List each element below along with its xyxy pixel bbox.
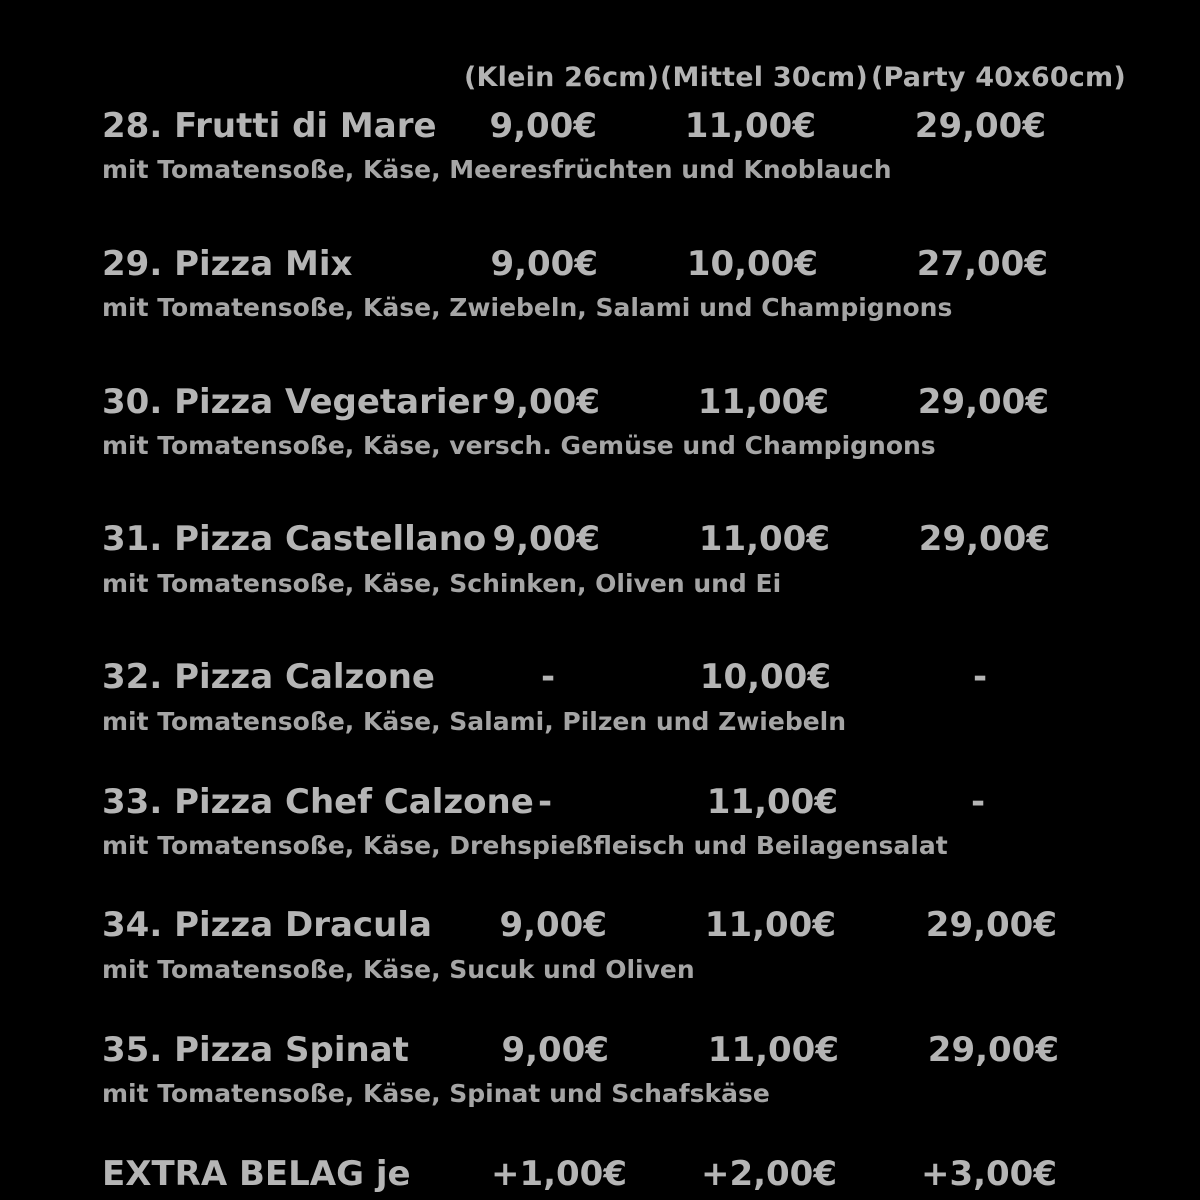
item-name: 33. Pizza Chef Calzone (102, 782, 534, 822)
item-name: 28. Frutti di Mare (102, 106, 437, 146)
price-klein: 9,00€ (501, 1030, 609, 1070)
item-name: 34. Pizza Dracula (102, 905, 432, 945)
price-mittel: 10,00€ (699, 657, 831, 697)
item-description: mit Tomatensoße, Käse, Sucuk und Oliven (102, 955, 695, 984)
price-party: 29,00€ (917, 382, 1049, 422)
price-klein: 9,00€ (489, 106, 597, 146)
extra-price-mittel: +2,00€ (700, 1154, 837, 1194)
price-party: 29,00€ (914, 106, 1046, 146)
price-mittel: 11,00€ (706, 782, 838, 822)
price-party: - (970, 782, 986, 822)
price-party: 29,00€ (918, 519, 1050, 559)
size-header-klein: (Klein 26cm) (464, 62, 660, 93)
extra-price-klein: +1,00€ (490, 1154, 627, 1194)
extra-topping-label: EXTRA BELAG je (102, 1154, 411, 1194)
price-klein: 9,00€ (492, 519, 600, 559)
item-name: 31. Pizza Castellano (102, 519, 487, 559)
price-klein: 9,00€ (490, 244, 598, 284)
price-mittel: 10,00€ (686, 244, 818, 284)
item-description: mit Tomatensoße, Käse, Drehspießfleisch und Beilagensalat (102, 831, 948, 860)
price-klein: 9,00€ (492, 382, 600, 422)
price-klein: 9,00€ (499, 905, 607, 945)
item-description: mit Tomatensoße, Käse, Zwiebeln, Salami und Champignons (102, 293, 953, 322)
item-name: 32. Pizza Calzone (102, 657, 435, 697)
price-party: 29,00€ (927, 1030, 1059, 1070)
price-party: 27,00€ (916, 244, 1048, 284)
item-description: mit Tomatensoße, Käse, versch. Gemüse und Champignons (102, 431, 936, 460)
price-mittel: 11,00€ (707, 1030, 839, 1070)
size-header-mittel: (Mittel 30cm) (660, 62, 868, 93)
item-description: mit Tomatensoße, Käse, Spinat und Schafskäse (102, 1079, 770, 1108)
extra-price-party: +3,00€ (920, 1154, 1057, 1194)
price-mittel: 11,00€ (704, 905, 836, 945)
item-description: mit Tomatensoße, Käse, Salami, Pilzen und Zwiebeln (102, 707, 847, 736)
item-description: mit Tomatensoße, Käse, Schinken, Oliven und Ei (102, 569, 782, 598)
item-name: 35. Pizza Spinat (102, 1030, 409, 1070)
item-name: 30. Pizza Vegetarier (102, 382, 488, 422)
price-klein: - (537, 782, 553, 822)
price-party: 29,00€ (925, 905, 1057, 945)
item-name: 29. Pizza Mix (102, 244, 353, 284)
price-mittel: 11,00€ (698, 519, 830, 559)
size-header-party: (Party 40x60cm) (871, 62, 1126, 93)
price-mittel: 11,00€ (697, 382, 829, 422)
item-description: mit Tomatensoße, Käse, Meeresfrüchten und Knoblauch (102, 155, 892, 184)
price-party: - (972, 657, 988, 697)
price-mittel: 11,00€ (684, 106, 816, 146)
price-klein: - (540, 657, 556, 697)
